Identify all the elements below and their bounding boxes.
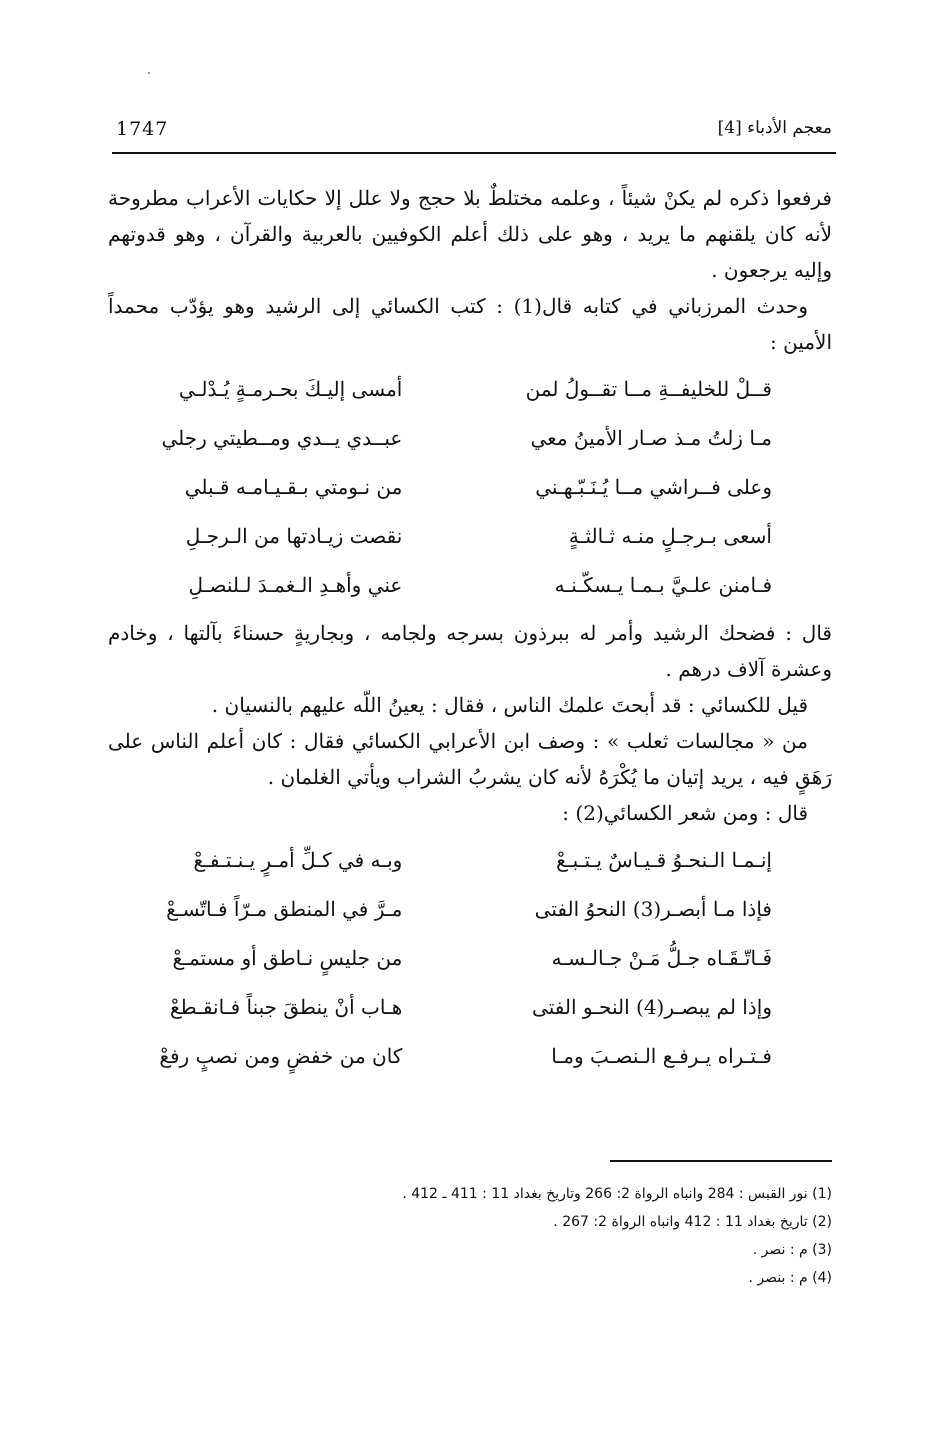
footnote: (4) م : بنصر .	[748, 1270, 832, 1286]
majalis-paragraph: من « مجالسات ثعلب » : وصف ابن الأعرابي الكسائي فقال : كان أعلم الناس على رَهَقٍ فيه ، يريد إتيان ما يُكْرَهُ لأنه كان يشربُ الشراب ويأتي الغلمان .	[108, 729, 832, 789]
hemistich-first: فإذا مـا أبصـر(3) النحوُ الفتى	[534, 896, 772, 921]
page-header	[112, 118, 832, 148]
page-number: 1747	[116, 118, 169, 140]
hemistich-second: نقصت زيـادتها من الـرجـلِ	[185, 523, 403, 548]
intro-paragraph: فرفعوا ذكره لم يكنْ شيئاً ، وعلمه مختلطٌ بلا حجج ولا علل إلا حكايات الأعراب مطروحة لأنه كان يلقنهم ما يريد ، وهو على ذلك أعلم الكوفيين بالعربية والقرآن ، وهو قدوتهم وإليه يرجعون .	[108, 186, 832, 282]
hemistich-second: كان من خفضٍ ومن نصبٍ رفعْ	[159, 1043, 403, 1068]
hemistich-second: من نـومتي بـقـيـامـه قـبلي	[184, 474, 403, 499]
hemistich-second: من جليسٍ نـاطق أو مستمـعْ	[172, 945, 403, 970]
footnote-rule	[610, 1160, 832, 1162]
verse	[108, 413, 832, 462]
marzubani-paragraph: وحدث المرزباني في كتابه قال(1) : كتب الكسائي إلى الرشيد وهو يؤدّب محمداً الأمين :	[108, 294, 832, 354]
verse	[108, 560, 832, 609]
hemistich-second: هـاب أنْ ينطقَ جبناً فـانقـطعْ	[170, 994, 403, 1019]
hemistich-first: أسعى بـرجـلٍ منـه ثـالثـةٍ	[568, 523, 772, 548]
hemistich-second: مـرَّ في المنطق مـرّاً فـاتّسـعْ	[166, 896, 403, 921]
scan-speck	[148, 72, 150, 74]
qala-paragraph: قال : ومن شعر الكسائي(2) :	[562, 801, 808, 825]
footnotes	[232, 1180, 832, 1292]
hemistich-second: أمسى إليـكَ بحـرمـةٍ يُـدْلـي	[178, 376, 403, 401]
footnote: (3) م : نصر .	[752, 1242, 832, 1258]
verse	[108, 364, 832, 413]
poem-1	[108, 364, 832, 609]
hemistich-first: وإذا لم يبصـر(4) النحـو الفتى	[532, 994, 772, 1019]
verse	[108, 884, 832, 933]
page-body	[108, 180, 832, 1086]
qila-paragraph: قيل للكسائي : قد أبحتَ علمك الناس ، فقال : يعينُ اللّه عليهم بالنسيان .	[211, 693, 808, 717]
hemistich-first: وعلى فــراشي مــا يُـنَـبّـهـني	[535, 474, 772, 499]
rashid-reward-paragraph: قال : فضحك الرشيد وأمر له ببرذون بسرجه ولجامه ، وبجاريةٍ حسناءَ بآلتها ، وخادم وعشرة آلاف درهم .	[108, 621, 832, 681]
verse	[108, 982, 832, 1031]
hemistich-second: عبــدي يــدي ومــطيتي رجلي	[161, 425, 403, 450]
verse	[108, 462, 832, 511]
running-title: معجم الأدباء [4]	[717, 118, 832, 138]
hemistich-first: إنـمـا الـنحـوُ قـيـاسٌ يـتـبـعْ	[556, 847, 772, 872]
hemistich-second: عني وأهـدِ الـغمـدَ لـلنصـلِ	[188, 572, 403, 597]
hemistich-second: وبـه في كـلِّ أمـرٍ يـنـتـفـعْ	[193, 847, 403, 872]
hemistich-first: مـا زلتُ مـذ صـار الأمينُ معي	[530, 425, 772, 450]
hemistich-first: فـتـراه يـرفـع الـنصـبَ ومـا	[551, 1043, 772, 1068]
hemistich-first: فـامنن علـيَّ بـمـا يـسكّـنـه	[554, 572, 772, 597]
hemistich-first: فَـاتّـقَـاه جـلُّ مَـنْ جـالـسـه	[551, 945, 772, 970]
hemistich-first: قــلْ للخليفــةِ مــا تقــولُ لمن	[525, 376, 772, 401]
footnote: (2) تاريخ بغداد 11 : 412 وانباه الرواة 2: 267 .	[553, 1214, 832, 1230]
header-rule	[112, 152, 836, 154]
verse	[108, 835, 832, 884]
verse	[108, 511, 832, 560]
verse	[108, 1031, 832, 1080]
footnote: (1) نور القبس : 284 وانباه الرواة 2: 266 وتاريخ بغداد 11 : 411 ـ 412 .	[402, 1186, 832, 1202]
poem-2	[108, 835, 832, 1080]
verse	[108, 933, 832, 982]
